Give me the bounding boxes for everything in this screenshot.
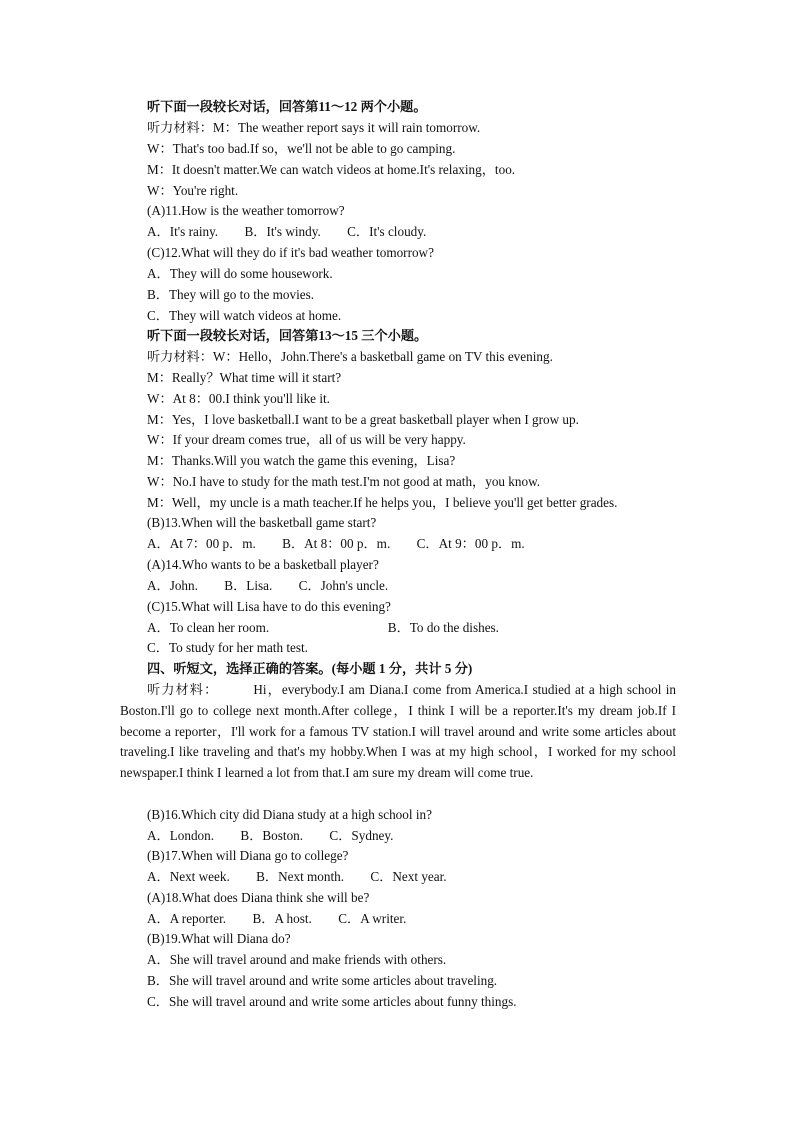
question-16: (B)16.Which city did Diana study at a high school in? xyxy=(147,807,432,822)
transcript-line: M：Yes，I love basketball.I want to be a great basketball player when I grow up. xyxy=(147,412,579,427)
question-14: (A)14.Who wants to be a basketball player? xyxy=(147,557,379,572)
transcript-line: M：Really？What time will it start? xyxy=(147,370,342,385)
option-19-b: B．She will travel around and write some articles about traveling. xyxy=(147,973,498,988)
transcript-line: 听力材料：W：Hello，John.There's a basketball game on TV this evening. xyxy=(147,349,553,364)
question-15: (C)15.What will Lisa have to do this evening? xyxy=(147,599,391,614)
transcript-line: W：If your dream comes true，all of us will be very happy. xyxy=(147,432,466,447)
option-12-a: A．They will do some housework. xyxy=(147,266,333,281)
section-heading-1: 听下面一段较长对话，回答第11～12 两个小题。 xyxy=(147,99,427,114)
option-12-c: C．They will watch videos at home. xyxy=(147,308,342,323)
options-15-ab: A．To clean her room. B．To do the dishes. xyxy=(147,620,499,635)
section-heading-2: 听下面一段较长对话，回答第13～15 三个小题。 xyxy=(147,328,428,343)
question-19: (B)19.What will Diana do? xyxy=(147,931,291,946)
option-19-a: A．She will travel around and make friends with others. xyxy=(147,952,447,967)
transcript-line: W：At 8：00.I think you'll like it. xyxy=(147,391,330,406)
transcript-line: W：No.I have to study for the math test.I'm not good at math，you know. xyxy=(147,474,541,489)
question-11: (A)11.How is the weather tomorrow? xyxy=(147,203,345,218)
transcript-line: M：Well，my uncle is a math teacher.If he helps you，I believe you'll get better grades. xyxy=(147,495,618,510)
listening-passage: 听力材料： Hi，everybody.I am Diana.I come from America.I studied at a high school in Boston.I'll go to college next month.After college，I think I will be a reporter.It's my dream job.If I become a reporter，I'll work for a famous TV station.I will travel around and write some articles about traveling.I like traveling and that's my hobby.When I was at my high school，I worked for my school newspaper.I think I learned a lot from that.I am sure my dream will come true. xyxy=(120,682,680,781)
option-15-c: C．To study for her math test. xyxy=(147,640,308,655)
section-heading-4: 四、听短文，选择正确的答案。(每小题 1 分，共计 5 分) xyxy=(147,661,473,676)
question-17: (B)17.When will Diana go to college? xyxy=(147,848,349,863)
question-13: (B)13.When will the basketball game start? xyxy=(147,515,377,530)
options-14: A．John. B．Lisa. C．John's uncle. xyxy=(147,578,389,593)
transcript-line: M：It doesn't matter.We can watch videos at home.It's relaxing，too. xyxy=(147,162,516,177)
question-18: (A)18.What does Diana think she will be? xyxy=(147,890,370,905)
transcript-line: M：Thanks.Will you watch the game this evening，Lisa? xyxy=(147,453,456,468)
question-12: (C)12.What will they do if it's bad weather tomorrow? xyxy=(147,245,434,260)
transcript-line: W：That's too bad.If so，we'll not be able to go camping. xyxy=(147,141,456,156)
option-19-c: C．She will travel around and write some articles about funny things. xyxy=(147,994,517,1009)
options-18: A．A reporter. B．A host. C．A writer. xyxy=(147,911,407,926)
transcript-line: 听力材料：M：The weather report says it will rain tomorrow. xyxy=(147,120,481,135)
options-11: A．It's rainy. B．It's windy. C．It's cloudy. xyxy=(147,224,427,239)
options-13: A．At 7：00 p．m. B．At 8：00 p．m. C．At 9：00 p．m. xyxy=(147,536,525,551)
option-12-b: B．They will go to the movies. xyxy=(147,287,315,302)
transcript-line: W：You're right. xyxy=(147,183,239,198)
options-17: A．Next week. B．Next month. C．Next year. xyxy=(147,869,447,884)
options-16: A．London. B．Boston. C．Sydney. xyxy=(147,828,394,843)
